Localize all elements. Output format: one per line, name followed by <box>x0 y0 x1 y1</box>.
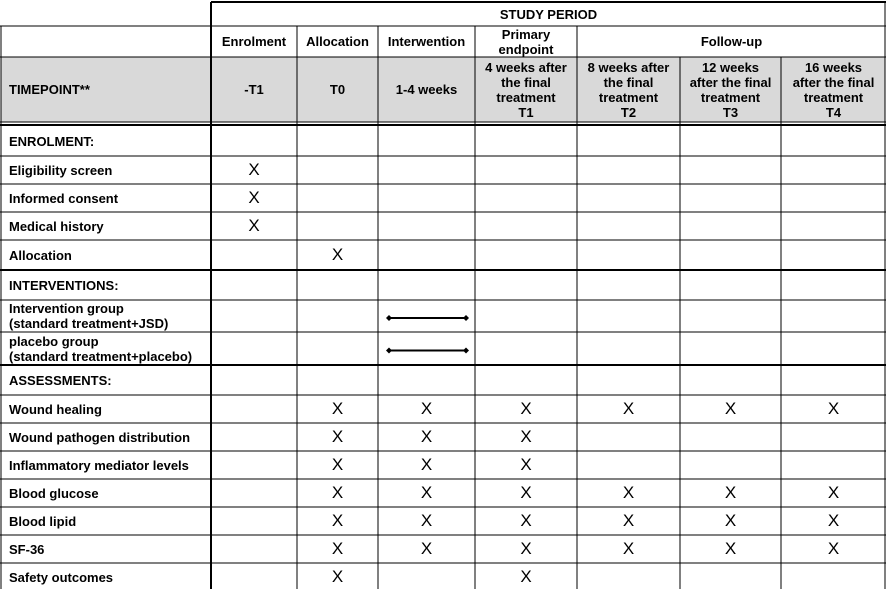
bar-endpoint-marker <box>463 348 469 354</box>
phase-header: Allocation <box>306 34 369 49</box>
x-mark: X <box>724 511 737 530</box>
x-mark: X <box>420 455 433 474</box>
row-label: Eligibility screen <box>9 162 113 178</box>
x-mark: X <box>331 399 344 418</box>
x-mark: X <box>520 511 532 530</box>
x-mark: X <box>331 455 344 474</box>
phase-header: Primary endpoint <box>498 26 554 57</box>
x-mark: X <box>331 483 344 502</box>
x-mark: X <box>248 216 260 235</box>
x-mark: X <box>520 427 532 446</box>
x-mark: X <box>248 160 260 179</box>
row-label: Safety outcomes <box>9 569 114 585</box>
row-label: Inflammatory mediator levels <box>9 457 189 473</box>
row-label: Allocation <box>9 247 72 263</box>
timepoint-header: 8 weeks after the final treatment T2 <box>587 59 670 120</box>
phase-header: Interwention <box>387 34 466 49</box>
row-label: Wound healing <box>9 401 102 417</box>
x-mark: X <box>331 511 344 530</box>
x-mark: X <box>520 539 532 558</box>
timepoint-header: 4 weeks after the final treatment T1 <box>485 59 567 120</box>
x-mark: X <box>248 188 260 207</box>
x-mark: X <box>420 399 433 418</box>
x-mark: X <box>331 427 344 446</box>
x-mark: X <box>520 455 532 474</box>
section-title: INTERVENTIONS: <box>9 277 119 293</box>
x-mark: X <box>724 483 737 502</box>
x-mark: X <box>420 427 433 446</box>
x-mark: X <box>622 483 635 502</box>
row-label: placebo group (standard treatment+placebo) <box>9 333 193 364</box>
x-mark: X <box>420 483 433 502</box>
row-label: SF-36 <box>9 541 45 557</box>
x-mark: X <box>724 539 737 558</box>
section-title: ASSESSMENTS: <box>9 372 112 388</box>
x-mark: X <box>520 483 532 502</box>
row-label: Blood glucose <box>9 485 99 501</box>
x-mark: X <box>827 399 840 418</box>
x-mark: X <box>520 567 532 586</box>
x-mark: X <box>827 539 840 558</box>
x-mark: X <box>827 511 840 530</box>
phase-header: Follow-up <box>700 34 763 49</box>
timepoint-header: T0 <box>329 82 346 97</box>
row-label: Medical history <box>9 218 104 234</box>
row-label: Intervention group (standard treatment+JSD) <box>9 301 169 331</box>
x-mark: X <box>420 539 433 558</box>
x-mark: X <box>331 539 344 558</box>
timepoint-header: 1-4 weeks <box>395 82 458 97</box>
x-mark: X <box>622 399 635 418</box>
x-mark: X <box>520 399 532 418</box>
bar-endpoint-marker <box>463 315 469 321</box>
x-mark: X <box>827 483 840 502</box>
x-mark: X <box>331 567 344 586</box>
x-mark: X <box>622 539 635 558</box>
phase-header: Enrolment <box>221 34 287 49</box>
x-mark: X <box>622 511 635 530</box>
bar-endpoint-marker <box>386 348 392 354</box>
x-mark: X <box>331 245 344 264</box>
row-label: Wound pathogen distribution <box>9 429 191 445</box>
x-mark: X <box>420 511 433 530</box>
timepoint-label: TIMEPOINT** <box>9 82 90 97</box>
row-label: Blood lipid <box>9 513 77 529</box>
study-period-header: STUDY PERIOD <box>499 6 598 22</box>
x-mark: X <box>724 399 737 418</box>
timepoint-header: 12 weeks after the final treatment T3 <box>689 59 772 120</box>
row-label: Informed consent <box>9 190 119 206</box>
section-title: ENROLMENT: <box>9 133 95 149</box>
bar-endpoint-marker <box>386 315 392 321</box>
timepoint-header: -T1 <box>244 82 264 97</box>
timepoint-header: 16 weeks after the final treatment T4 <box>792 59 875 120</box>
